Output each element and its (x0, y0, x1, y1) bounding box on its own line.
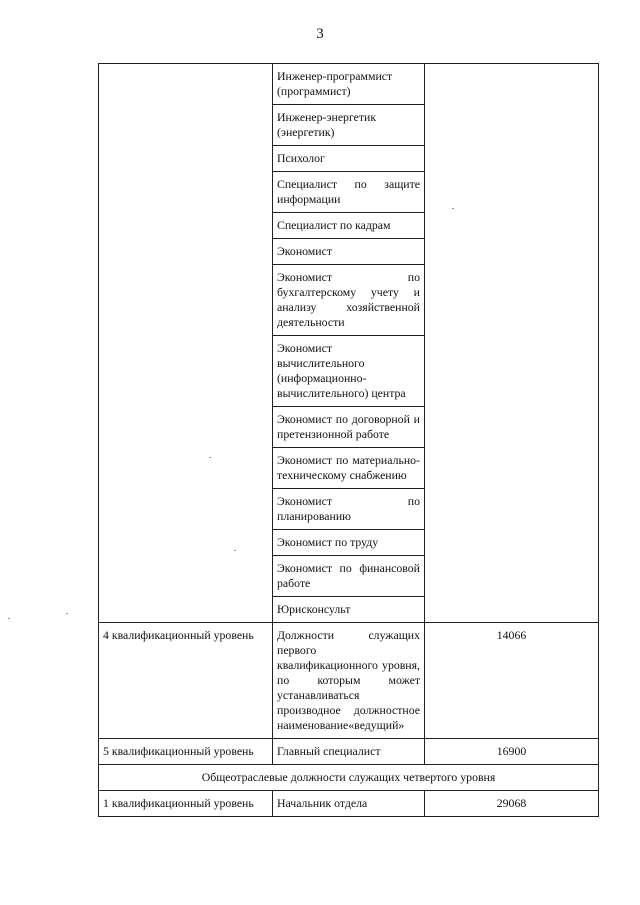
position-cell: Экономист по бухгалтерскому учету и анализу хозяйственной деятельности (273, 265, 425, 336)
position-cell: Экономист (273, 239, 425, 265)
position-cell: Экономист по договорной и претензионной работе (273, 407, 425, 448)
position-cell: Экономист по материально-техническому снабжению (273, 448, 425, 489)
level-cell: 5 квалификационный уровень (99, 739, 273, 765)
scan-speck (66, 613, 68, 614)
position-cell: Экономист по планированию (273, 489, 425, 530)
position-cell: Должности служащих первого квалификационного уровня, по которым может устанавливаться производное должностное наименование«ведущий» (273, 623, 425, 739)
table-row-level4 (99, 623, 599, 739)
table-row-level5 (99, 739, 599, 765)
salary-cell (425, 64, 599, 623)
position-cell: Инженер-энергетик (энергетик) (273, 105, 425, 146)
section-title: Общеотраслевые должности служащих четвертого уровня (99, 765, 599, 791)
page-number: 3 (316, 26, 324, 42)
salary-cell: 14066 (425, 623, 599, 739)
scan-speck (209, 457, 211, 458)
position-cell: Экономист по финансовой работе (273, 556, 425, 597)
salary-cell: 16900 (425, 739, 599, 765)
level-cell (99, 64, 273, 623)
scan-speck (452, 208, 454, 209)
table-body (99, 64, 599, 817)
position-cell: Экономист вычислительного (информационно-вычислительного) центра (273, 336, 425, 407)
position-cell: Инженер-программист (программист) (273, 64, 425, 105)
position-cell: Специалист по кадрам (273, 213, 425, 239)
section-header-row (99, 765, 599, 791)
scan-speck (8, 618, 10, 619)
table-row-section4-level1 (99, 791, 599, 817)
level-cell: 4 квалификационный уровень (99, 623, 273, 739)
position-cell: Экономист по труду (273, 530, 425, 556)
salary-cell: 29068 (425, 791, 599, 817)
position-cell: Специалист по защите информации (273, 172, 425, 213)
position-cell: Начальник отдела (273, 791, 425, 817)
scan-speck (234, 550, 236, 551)
position-cell: Главный специалист (273, 739, 425, 765)
position-cell: Юрисконсульт (273, 597, 425, 623)
salary-table (98, 63, 599, 817)
table-row (99, 64, 599, 105)
level-cell: 1 квалификационный уровень (99, 791, 273, 817)
position-cell: Психолог (273, 146, 425, 172)
